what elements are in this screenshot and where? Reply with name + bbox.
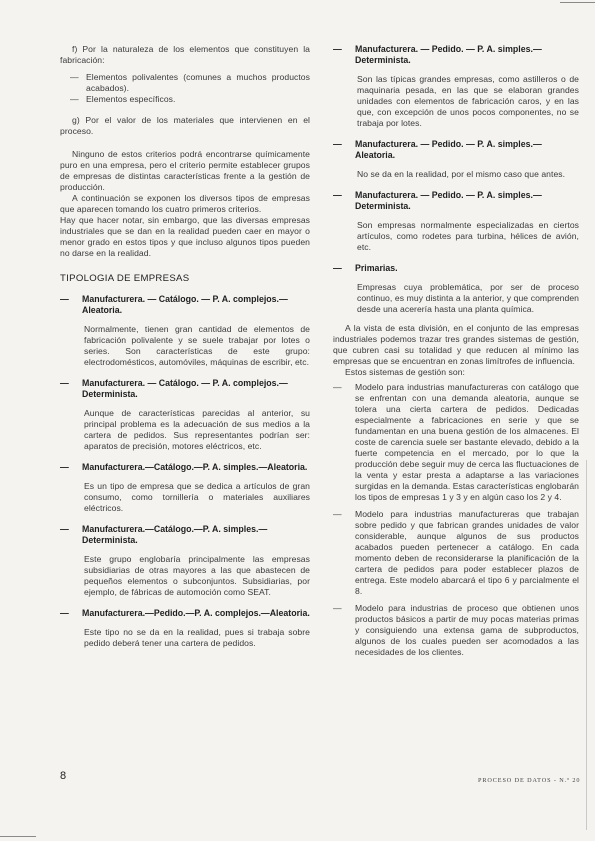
f-bullet-2: — Elementos específicos. — [60, 94, 310, 105]
type-heading: — Primarias. — [333, 263, 398, 273]
journal-footer: PROCESO DE DATOS - N.º 20 — [478, 777, 581, 784]
systems-lead: Estos sistemas de gestión son: — [345, 367, 465, 377]
type-body: Es un tipo de empresa que se dedica a artículos de gran consumo, como tornillería o materiales auxiliares eléctricos. — [84, 481, 310, 513]
type-body: Este tipo no se da en la realidad, pues si trabaja sobre pedido deberá tener una cartera de pedidos. — [84, 627, 310, 648]
intro-paragraph-1: Ninguno de estos criterios podrá encontrarse químicamente puro en una empresa, pero el criterio permite establecer grupos de empresas de distintas características frente a la gestión de producción. — [60, 149, 310, 192]
type-heading: — Manufacturera. — Catálogo. — P. A. complejos.—Determinista. — [60, 378, 288, 399]
intro-paragraph-2: A continuación se exponen los diversos tipos de empresas que aparecen tomando los cuatro primeros criterios. — [60, 193, 310, 214]
page-edge-line — [586, 460, 587, 830]
type-body: Empresas cuya problemática, por ser de proceso continuo, es muy distinta a la anterior, y que comprenden desde una acerería hasta una planta química. — [357, 282, 579, 314]
section-title: TIPOLOGIA DE EMPRESAS — [60, 273, 190, 284]
system-item: — Modelo para industrias manufactureras que trabajan sobre pedido y que fabrican grandes unidades de valor considerable, aunque algunos de sus productos acabados pueden pertenecer a catálogo. En cada momento deben de reconsiderarse la planificación de la cartera de pedidos para poder establecer plazos de entrega. Este modelo abarcará el tipo 6 y parcialmente el 8. — [333, 509, 579, 596]
right-column — [333, 44, 579, 658]
type-heading: — Manufacturera. — Catálogo. — P. A. complejos.—Aleatoria. — [60, 294, 288, 315]
type-body: Este grupo englobaría principalmente las empresas subsidiarias de otras mayores a las que abastecen de pequeños elementos o subconjuntos. Subsidiarias, por ejemplo, de fábricas de automoción como SEAT. — [84, 554, 310, 597]
type-body: No se da en la realidad, por el mismo caso que antes. — [357, 169, 566, 179]
system-item: — Modelo para industrias manufactureras con catálogo que se enfrentan con una demanda aleatoria, aunque se tolera una cierta cartera de pedidos. Dedicadas especialmente a fabricaciones en serie y que se fundamentan en una buena gestión de los almacenes. El coste de carencia suele ser bastante elevado, debido a la fuerte competencia en el mercado, por lo que la producción debe seguir muy de cerca las fluctuaciones de la venta y estar presta a adaptarse a las variaciones surgidas en la demanda. Estas características englobarán los tipos de empresas 1 y 3 y en algún caso los 2 y 4. — [333, 382, 579, 502]
type-body: Son las típicas grandes empresas, como astilleros o de maquinaria pesada, en las que se elaboran grandes unidades con elementos de fabricación caros, y en las que, con excepción de unos pocos componentes, no se trabaja por lotes. — [357, 74, 579, 128]
type-body: Aunque de características parecidas al anterior, su principal problema es la adecuación de sus medios a la cartera de pedidos. Sus representantes podrían ser: aparatos de precisión, motores eléctricos, etc. — [84, 408, 310, 451]
type-heading: — Manufacturera.—Catálogo.—P. A. simples.—Determinista. — [60, 524, 268, 545]
type-heading: — Manufacturera. — Pedido. — P. A. simples.—Determinista. — [333, 44, 542, 65]
item-f: f) Por la naturaleza de los elementos que constituyen la fabricación: — [60, 44, 310, 65]
item-g: g) Por el valor de los materiales que intervienen en el proceso. — [60, 115, 310, 136]
page-number: 8 — [60, 770, 67, 782]
system-item: — Modelo para industrias de proceso que obtienen unos productos básicos a partir de muy pocas materias primas y consiguiendo una extensa gama de subproductos, algunos de los cuales pueden ser acomodados a las necesidades de los clientes. — [333, 603, 579, 657]
systems-intro-paragraph: A la vista de esta división, en el conjunto de las empresas industriales podemos trazar tres grandes sistemas de gestión, que cubren casi su totalidad y que reducen al mínimo las empresas que se encuentran en zonas limítrofes de influencia. — [333, 323, 579, 366]
f-bullet-1: — Elementos polivalentes (comunes a muchos productos acabados). — [60, 72, 310, 94]
top-rule — [560, 2, 595, 3]
type-heading: — Manufacturera.—Pedido.—P. A. complejos.—Aleatoria. — [60, 608, 310, 618]
type-body: Son empresas normalmente especializadas en ciertos artículos, como rodetes para turbina, hélices de avión, etc. — [357, 220, 579, 252]
bottom-rule — [0, 836, 36, 837]
type-heading: — Manufacturera.—Catálogo.—P. A. simples.—Aleatoria. — [60, 462, 308, 472]
intro-paragraph-3: Hay que hacer notar, sin embargo, que las diversas empresas industriales que se dan en la realidad pueden caer en mayor o menor grado en estos tipos y que incluso algunos tipos pueden no darse en la realidad. — [60, 215, 310, 258]
type-body: Normalmente, tienen gran cantidad de elementos de fabricación polivalente y se suele trabajar por lotes o series. Son características de este grupo: electrodomésticos, automóviles, máquinas de escribir, etc. — [84, 324, 310, 367]
left-column — [60, 44, 310, 649]
type-heading: — Manufacturera. — Pedido. — P. A. simples.—Aleatoria. — [333, 139, 542, 160]
type-heading: — Manufacturera. — Pedido. — P. A. simples.—Determinista. — [333, 190, 542, 211]
